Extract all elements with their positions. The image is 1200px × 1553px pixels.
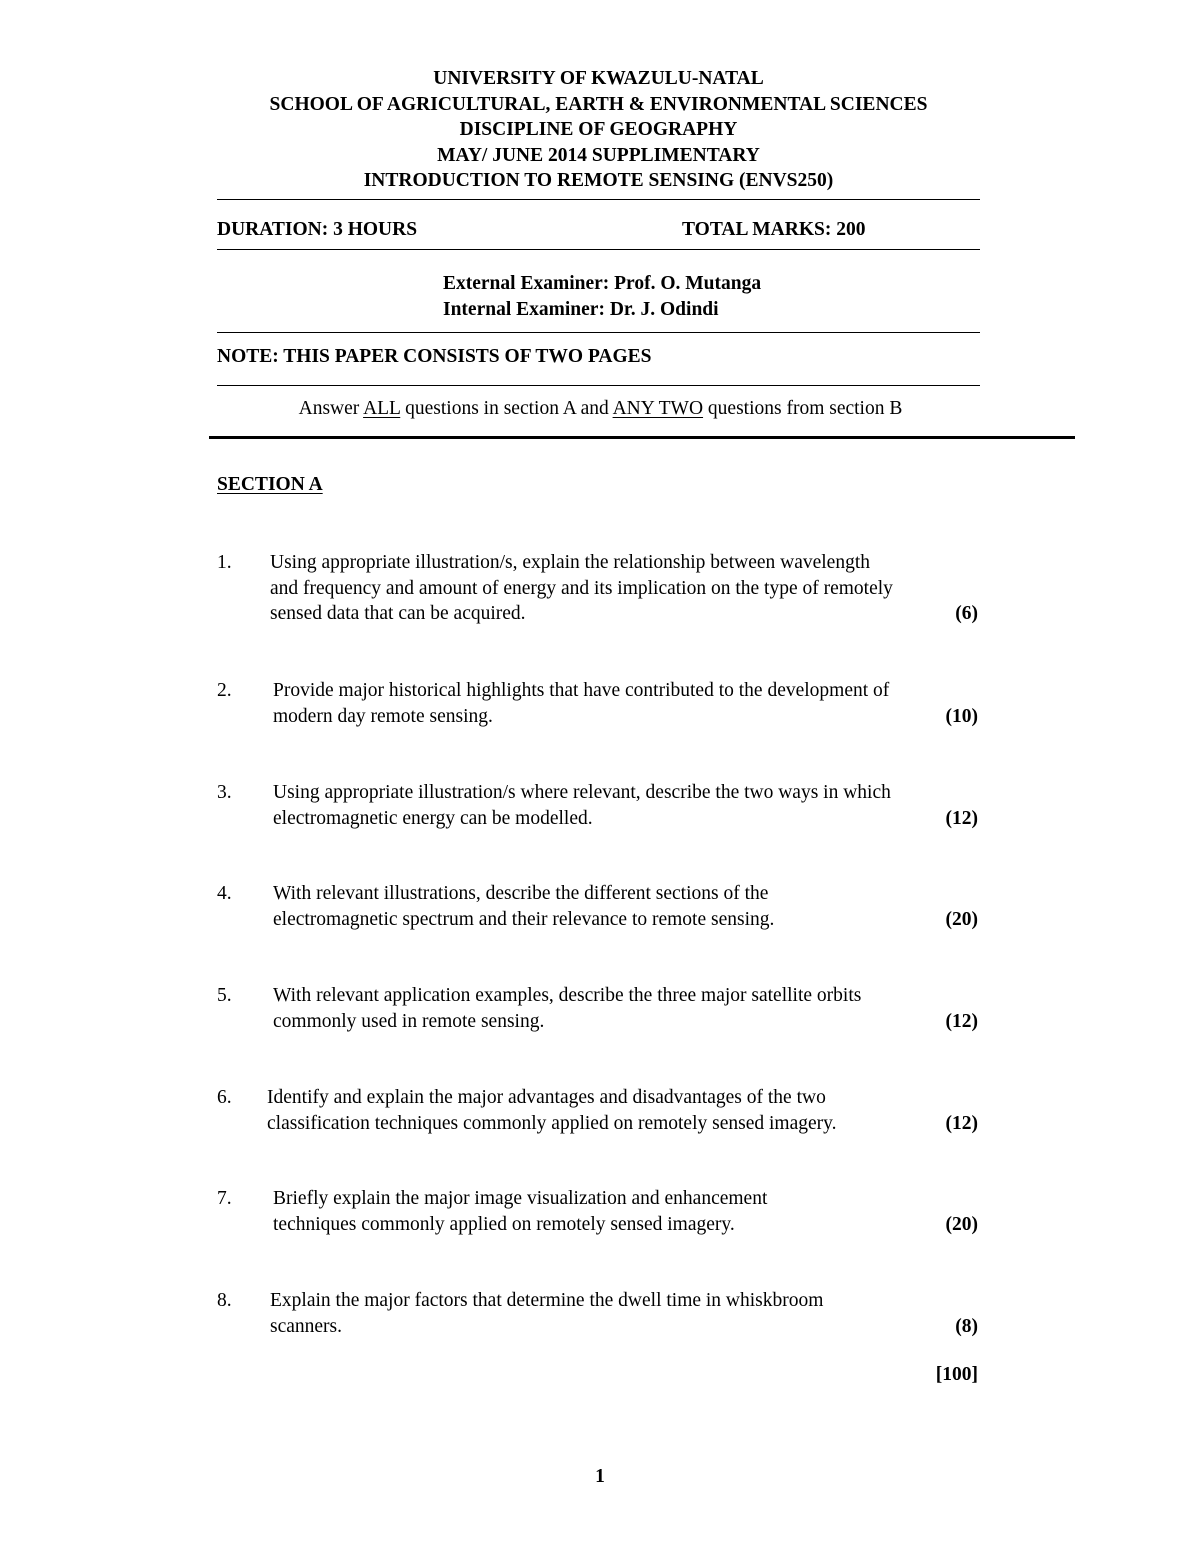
question-item [217,983,978,1034]
question-number: 5. [217,985,232,1006]
question-text: electromagnetic energy can be modelled. [273,807,593,829]
question-text: Explain the major factors that determine the dwell time in whiskbroom [270,1290,824,1311]
question-text: With relevant illustrations, describe the different sections of the [273,883,769,904]
instruction-text: Answer [298,398,364,419]
question-text: modern day remote sensing. [273,705,493,727]
question-number: 2. [217,680,232,701]
question-item [217,1186,978,1237]
question-item [217,678,978,729]
question-text: electromagnetic spectrum and their relevance to remote sensing. [273,908,775,930]
question-marks: (12) [945,1011,978,1032]
question-marks: (20) [945,909,978,930]
exam-header [217,66,980,194]
external-examiner: External Examiner: Prof. O. Mutanga [443,273,762,294]
question-item [217,1085,978,1136]
examiners [443,271,761,322]
question-text: classification techniques commonly applied on remotely sensed imagery. [267,1112,837,1134]
question-text: With relevant application examples, describe the three major satellite orbits [273,985,862,1006]
divider [217,385,980,386]
thick-divider [209,436,1075,439]
course-title: INTRODUCTION TO REMOTE SENSING (ENVS250) [363,170,834,192]
divider [217,332,980,333]
question-number: 7. [217,1188,232,1209]
section-total-marks: [100] [935,1364,978,1385]
instruction-any-two: ANY TWO [612,398,704,419]
exam-session: MAY/ JUNE 2014 SUPPLIMENTARY [437,144,760,166]
section-title: SECTION A [217,474,323,495]
school-name: SCHOOL OF AGRICULTURAL, EARTH & ENVIRONMENTAL SCIENCES [269,93,928,115]
question-text: and frequency and amount of energy and its implication on the type of remotely [270,577,893,599]
instruction-text: questions from section B [703,398,903,419]
internal-examiner: Internal Examiner: Dr. J. Odindi [443,298,719,320]
question-text: sensed data that can be acquired. [270,603,526,625]
question-number: 1. [217,552,232,573]
question-text: scanners. [270,1315,343,1337]
question-item [217,1288,978,1339]
question-marks: (20) [945,1214,978,1235]
instruction-all: ALL [363,398,401,419]
university-name: UNIVERSITY OF KWAZULU-NATAL [433,68,764,89]
answer-instruction [217,398,984,420]
question-marks: (6) [955,603,978,624]
total-marks: TOTAL MARKS: 200 [682,219,866,240]
question-number: 6. [217,1087,232,1108]
question-text: techniques commonly applied on remotely sensed imagery. [273,1213,735,1235]
question-number: 4. [217,883,232,904]
question-marks: (12) [945,808,978,829]
question-item [217,550,978,627]
duration: DURATION: 3 HOURS [217,219,418,240]
question-text: Briefly explain the major image visualization and enhancement [273,1188,768,1209]
question-text: commonly used in remote sensing. [273,1010,545,1032]
question-marks: (12) [945,1113,978,1134]
page-note: NOTE: THIS PAPER CONSISTS OF TWO PAGES [217,346,652,367]
question-number: 3. [217,782,232,803]
question-marks: (8) [955,1316,978,1337]
question-marks: (10) [945,706,978,727]
page-number: 1 [595,1466,605,1487]
instruction-text: questions in section A and [400,398,613,419]
question-number: 8. [217,1290,232,1311]
question-text: Using appropriate illustration/s, explain the relationship between wavelength [270,552,871,573]
question-text: Using appropriate illustration/s where relevant, describe the two ways in which [273,782,891,803]
discipline-name: DISCIPLINE OF GEOGRAPHY [459,119,738,141]
divider [217,199,980,200]
question-text: Identify and explain the major advantages and disadvantages of the two [267,1087,826,1108]
question-item [217,881,978,932]
divider [217,249,980,250]
question-item [217,780,978,831]
question-text: Provide major historical highlights that have contributed to the development of [273,680,890,701]
